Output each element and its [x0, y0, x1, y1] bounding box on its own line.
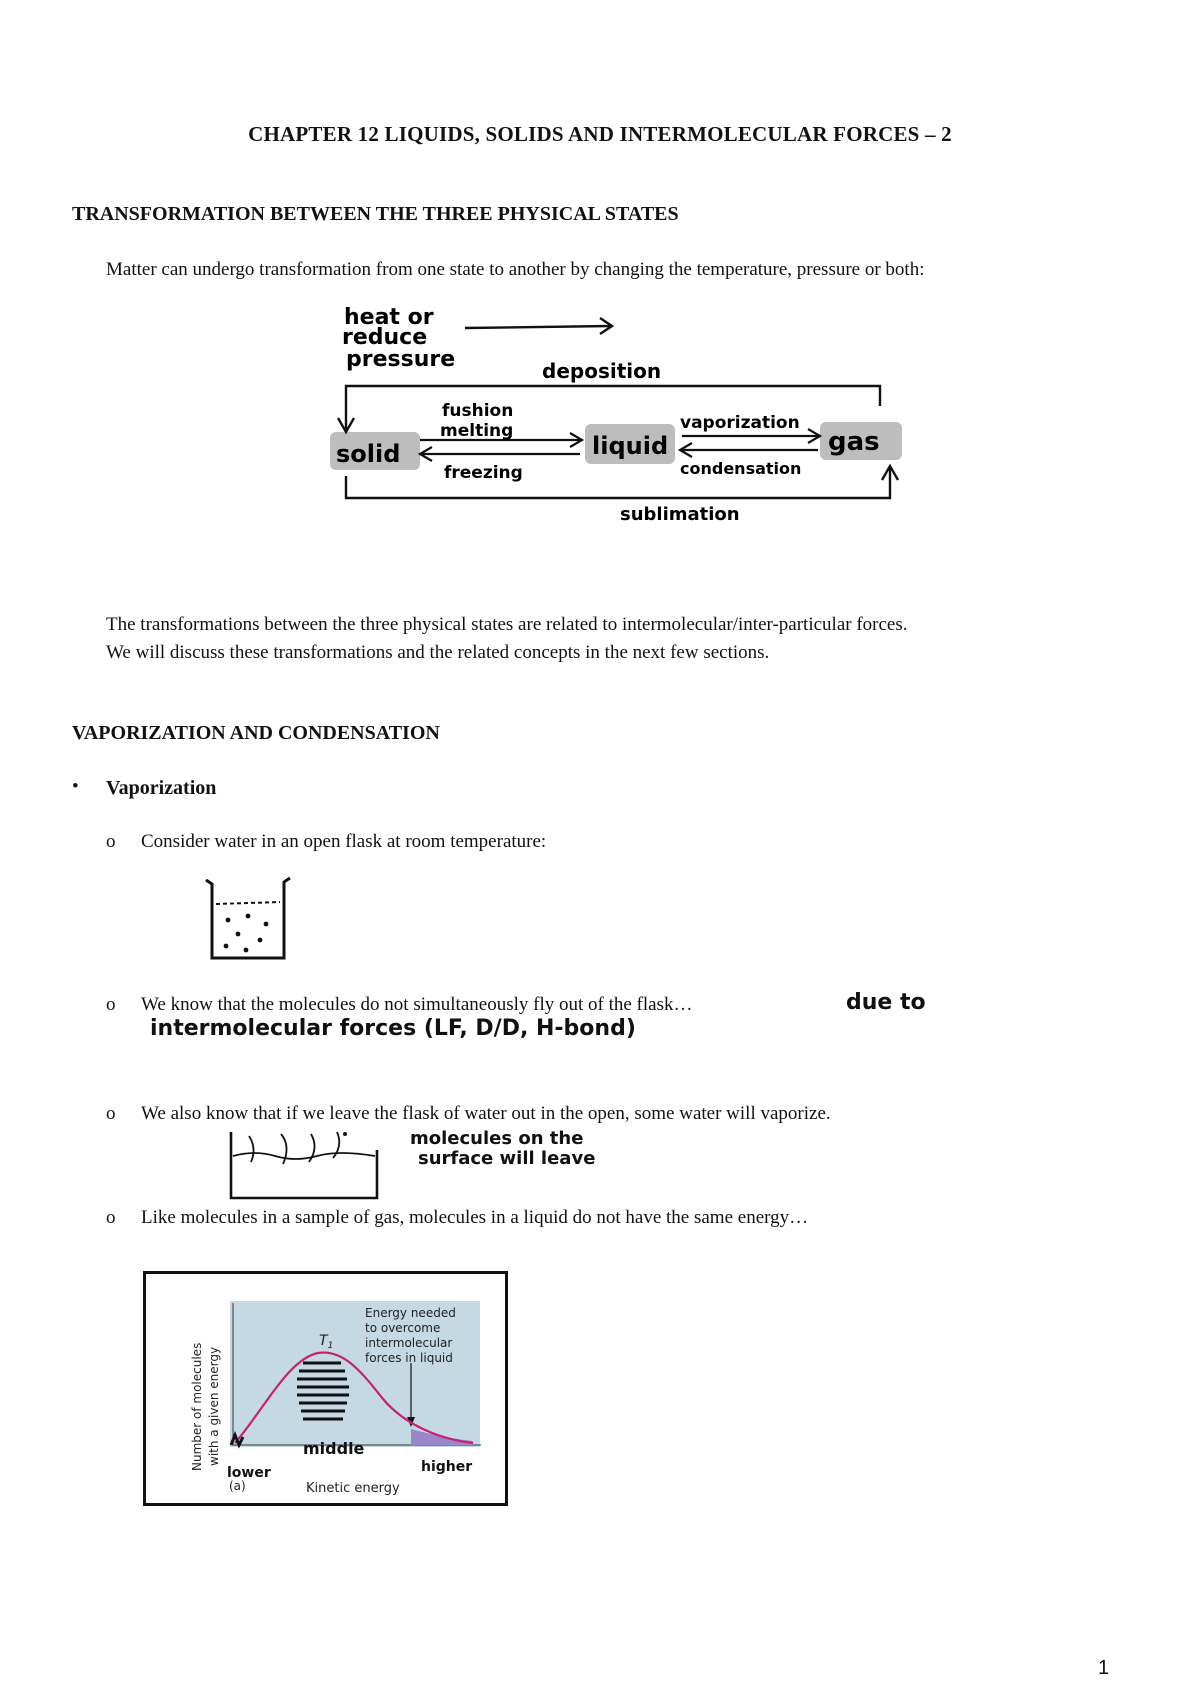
sublimation-line — [346, 468, 890, 498]
liquid-label: liquid — [592, 432, 669, 460]
sub-marker-4: o — [106, 1207, 116, 1228]
condensation-label: condensation — [680, 459, 802, 478]
heat-label-line3: pressure — [346, 347, 456, 372]
freezing-label: freezing — [444, 463, 523, 483]
melting-label: melting — [440, 421, 514, 441]
transformation-para-line2: We will discuss these transformations and the related concepts in the next few sections. — [106, 642, 770, 663]
phase-transformation-diagram — [330, 298, 910, 528]
section-heading-vaporization: VAPORIZATION AND CONDENSATION — [72, 722, 440, 744]
intro-paragraph: Matter can undergo transformation from one state to another by changing the temperature, pressure or both: — [106, 259, 925, 280]
item-molecules-stay: We know that the molecules do not simultaneously fly out of the flask… — [141, 994, 693, 1015]
page-number: 1 — [1098, 1657, 1110, 1679]
y-axis-label-line2: with a given energy — [207, 1346, 221, 1466]
note-surface-leave: surface will leave — [418, 1148, 596, 1169]
fusion-label: fushion — [442, 401, 514, 421]
item-energy-distribution: Like molecules in a sample of gas, molecules in a liquid do not have the same energy… — [141, 1207, 809, 1228]
chapter-title: CHAPTER 12 LIQUIDS, SOLIDS AND INTERMOLECULAR FORCES – 2 — [248, 122, 952, 146]
note-line3: intermolecular — [365, 1336, 453, 1350]
x-axis-label: Kinetic energy — [306, 1481, 400, 1496]
section-heading-transformation: TRANSFORMATION BETWEEN THE THREE PHYSICAL STATES — [72, 203, 679, 225]
y-axis-label-line1: Number of molecules — [190, 1342, 204, 1471]
solid-label: solid — [336, 440, 401, 468]
hand-lower-label: lower — [227, 1465, 271, 1481]
note-line4: forces in liquid — [365, 1351, 453, 1365]
open-flask-sketch — [202, 876, 292, 964]
deposition-line — [346, 386, 880, 430]
sub-marker-1: o — [106, 831, 116, 852]
bullet-title-vaporization: Vaporization — [106, 777, 217, 799]
note-molecules-surface: molecules on the — [410, 1128, 584, 1149]
vaporization-label: vaporization — [680, 413, 800, 433]
transformation-para-line1: The transformations between the three physical states are related to intermolecular/inter-particular forces. — [106, 614, 908, 635]
evaporating-flask-sketch — [225, 1128, 385, 1200]
plot-panel — [230, 1301, 480, 1447]
panel-label: (a) — [229, 1479, 246, 1493]
note-line1: Energy needed — [365, 1306, 456, 1320]
note-intermolecular-forces: intermolecular forces (LF, D/D, H-bond) — [150, 1016, 636, 1041]
note-line2: to overcome — [365, 1321, 441, 1335]
sub-marker-2: o — [106, 994, 116, 1015]
heat-label-line1: heat or — [344, 305, 434, 330]
kinetic-energy-figure — [143, 1271, 508, 1506]
note-due-to: due to — [846, 990, 926, 1015]
sub-marker-3: o — [106, 1103, 116, 1124]
bullet-marker: • — [72, 776, 79, 797]
hand-middle-label: middle — [303, 1439, 365, 1458]
heat-arrow — [465, 326, 610, 328]
temperature-label: $T_1$ — [319, 1333, 334, 1351]
sublimation-label: sublimation — [620, 504, 740, 525]
heat-label-line2: reduce — [342, 325, 428, 350]
deposition-label: deposition — [542, 359, 662, 383]
gas-label: gas — [828, 427, 880, 457]
item-open-flask: Consider water in an open flask at room temperature: — [141, 831, 547, 852]
hand-higher-label: higher — [421, 1459, 473, 1475]
item-vaporize: We also know that if we leave the flask of water out in the open, some water will vaporize. — [141, 1103, 831, 1124]
